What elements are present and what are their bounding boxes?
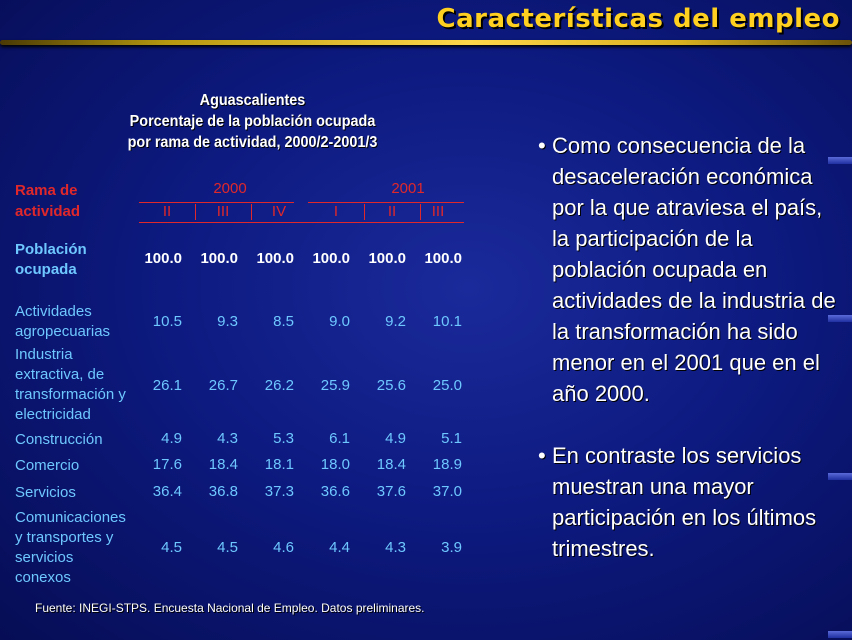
total-cell: 100.0 (200, 250, 238, 267)
table-cell: 4.9 (385, 430, 406, 447)
table-cell: 18.0 (320, 456, 350, 473)
row-label-line: y transportes y (15, 529, 114, 546)
table-cell: 4.9 (161, 430, 182, 447)
table-cell: 18.1 (264, 456, 294, 473)
row-label-line: extractiva, de (15, 366, 105, 383)
bullet-line: la participación de la (552, 226, 753, 251)
table-cell: 4.4 (329, 539, 350, 556)
table-cell: 4.3 (385, 539, 406, 556)
table-cell: 6.1 (329, 430, 350, 447)
row-label-line: agropecuarias (15, 323, 111, 340)
bullet-line: año 2000. (552, 381, 650, 406)
bullet-dot: • (538, 133, 546, 158)
bullet-list (538, 130, 838, 595)
table-cell: 10.1 (432, 313, 462, 330)
bullet-line: muestran una mayor (552, 474, 754, 499)
row-label-comunicaciones (15, 508, 140, 588)
table-heading-line: por rama de actividad, 2000/2-2001/3 (127, 134, 378, 151)
table-cell: 8.5 (273, 313, 294, 330)
title-divider (0, 40, 852, 45)
table-cell: 17.6 (152, 456, 182, 473)
total-cell: 100.0 (312, 250, 350, 267)
row-label-line: Actividades (15, 303, 92, 320)
row-label-comercio (15, 456, 140, 476)
year-header-2001: 2001 (391, 180, 425, 197)
row-label-line: electricidad (15, 406, 91, 423)
quarter-header: III (216, 203, 230, 220)
total-cell: 100.0 (368, 250, 406, 267)
table-heading-line: Porcentaje de la población ocupada (129, 113, 376, 130)
row-label-construccion (15, 430, 140, 450)
row-label-industria (15, 345, 140, 425)
row-label-line: Construcción (15, 431, 103, 448)
bullet-line: población ocupada en (552, 257, 768, 282)
table-cell: 37.0 (432, 483, 462, 500)
table-cell: 18.4 (376, 456, 406, 473)
title-bar (0, 0, 852, 42)
table-cell: 26.7 (208, 377, 238, 394)
bullet-line: actividades de la industria de (552, 288, 836, 313)
row-label-line: Comercio (15, 457, 80, 474)
table-cell: 3.9 (441, 539, 462, 556)
quarter-header: II (162, 203, 172, 220)
row-label-line: Servicios (15, 484, 76, 501)
quarter-header: IV (271, 203, 287, 220)
table-cell: 5.3 (273, 430, 294, 447)
bullet-line: Como consecuencia de la (552, 133, 806, 158)
header-bottom-rule (139, 222, 464, 223)
bullet-line: En contraste los servicios (552, 443, 802, 468)
total-row-label-line: Población (15, 241, 87, 258)
source-note: Fuente: INEGI-STPS. Encuesta Nacional de Empleo. Datos preliminares. (35, 601, 425, 615)
row-label-line: conexos (15, 569, 71, 586)
total-row-label (15, 240, 87, 280)
table-heading (61, 90, 444, 153)
bullet-line: la transformación ha sido (552, 319, 798, 344)
row-label-servicios (15, 483, 140, 503)
row-label-line: transformación y (15, 386, 126, 403)
table-cell: 4.5 (217, 539, 238, 556)
bullet-dot: • (538, 443, 546, 468)
table-cell: 4.6 (273, 539, 294, 556)
table-cell: 37.6 (376, 483, 406, 500)
total-cell: 100.0 (144, 250, 182, 267)
rama-header (15, 180, 80, 222)
page-title: Características del empleo (436, 4, 840, 34)
table-cell: 25.0 (432, 377, 462, 394)
table-cell: 9.0 (329, 313, 350, 330)
table-cell: 36.4 (152, 483, 182, 500)
bullet-item (538, 440, 838, 564)
bullet-item (538, 130, 838, 409)
table-cell: 4.5 (161, 539, 182, 556)
year-header-2000: 2000 (213, 180, 247, 197)
table-cell: 37.3 (264, 483, 294, 500)
table-cell: 25.9 (320, 377, 350, 394)
bullet-line: participación en los últimos (552, 505, 817, 530)
bullet-line: trimestres. (552, 536, 655, 561)
row-label-line: servicios (15, 549, 74, 566)
table-cell: 4.3 (217, 430, 238, 447)
quarter-header: I (333, 203, 339, 220)
bullet-line: desaceleración económica (552, 164, 813, 189)
table-cell: 10.5 (152, 313, 182, 330)
table-cell: 18.4 (208, 456, 238, 473)
bullet-line: por la que atraviesa el país, (552, 195, 823, 220)
table-cell: 18.9 (432, 456, 462, 473)
quarter-header: III (431, 203, 445, 220)
edge-decoration (828, 631, 852, 638)
total-cell: 100.0 (424, 250, 462, 267)
table-cell: 9.2 (385, 313, 406, 330)
table-cell: 25.6 (376, 377, 406, 394)
rama-header-line: Rama de (15, 182, 78, 199)
table-cell: 36.8 (208, 483, 238, 500)
table-cell: 9.3 (217, 313, 238, 330)
table-cell: 36.6 (320, 483, 350, 500)
table-cell: 26.2 (264, 377, 294, 394)
total-cell: 100.0 (256, 250, 294, 267)
total-row-label-line: ocupada (15, 261, 77, 278)
row-label-agropecuarias (15, 302, 140, 342)
quarter-header: II (387, 203, 397, 220)
table-heading-line: Aguascalientes (199, 92, 306, 109)
table-cell: 26.1 (152, 377, 182, 394)
bullet-line: menor en el 2001 que en el (552, 350, 820, 375)
row-label-line: Comunicaciones (15, 509, 126, 526)
table-cell: 5.1 (441, 430, 462, 447)
rama-header-line: actividad (15, 203, 81, 220)
row-label-line: Industria (15, 346, 73, 363)
